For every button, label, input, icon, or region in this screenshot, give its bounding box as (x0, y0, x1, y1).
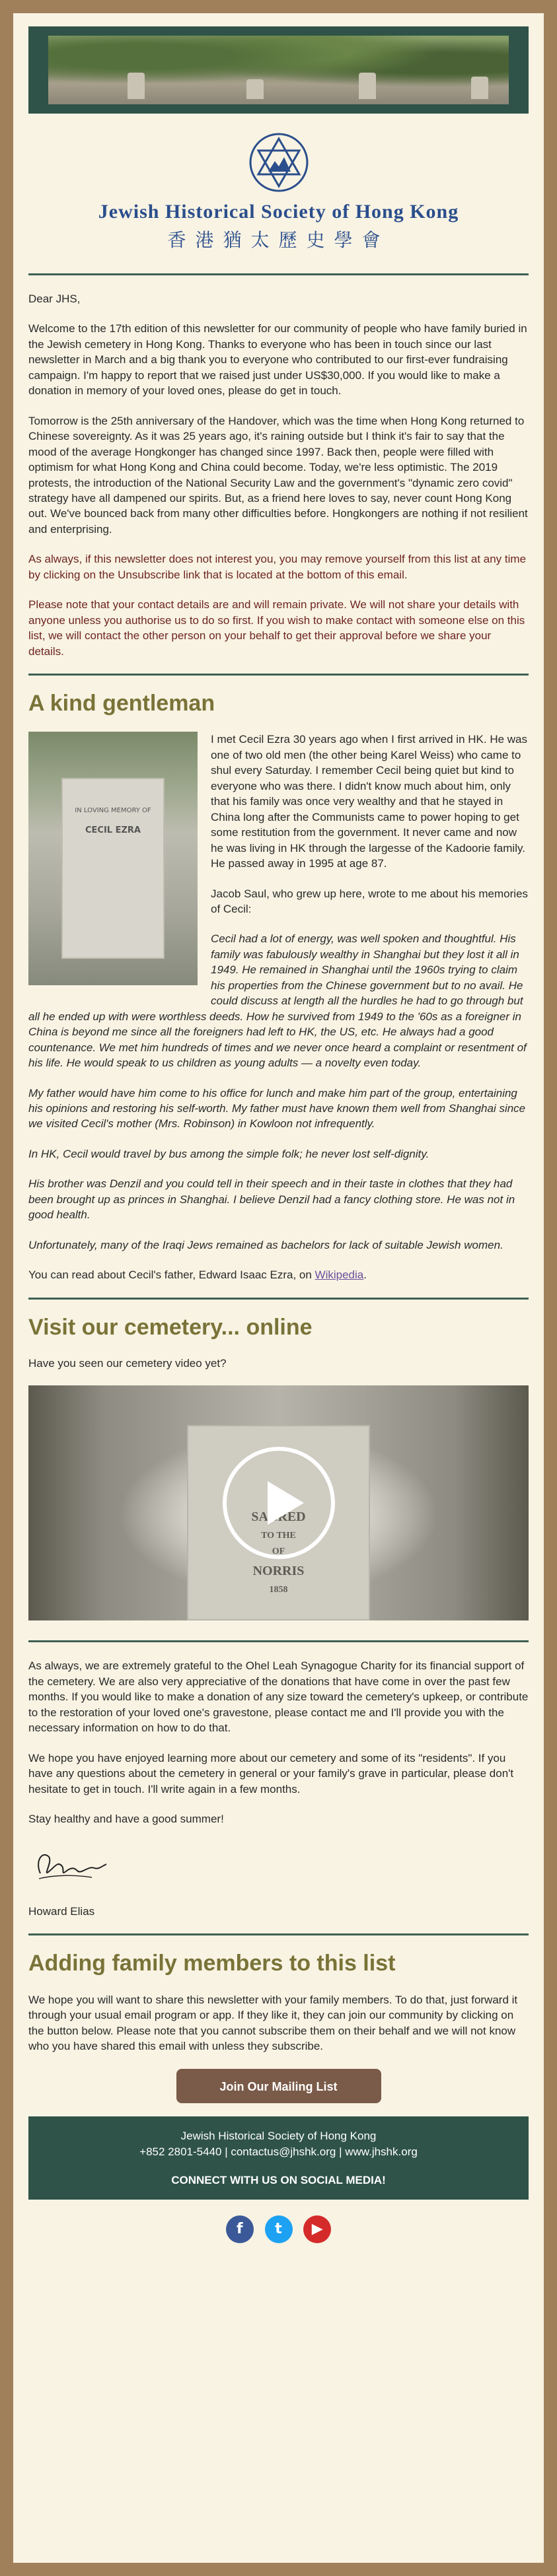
join-mailing-list-button[interactable]: Join Our Mailing List (176, 2069, 381, 2103)
quote-paragraph (28, 1237, 529, 1253)
family-heading: Adding family members to this list (28, 1951, 396, 1976)
article (28, 732, 529, 1282)
cemetery-video[interactable] (28, 1385, 529, 1620)
video-heading: Visit our cemetery... online (28, 1314, 313, 1340)
read-more-text: You can read about Cecil's father, Edward Isaac Ezra, on (28, 1269, 315, 1282)
divider (28, 1298, 529, 1300)
inscription-line: OF (272, 1547, 285, 1557)
play-button-icon[interactable] (223, 1447, 335, 1559)
social-cta: CONNECT WITH US ON SOCIAL MEDIA! (171, 2173, 386, 2186)
unsubscribe-notice: As always, if this newsletter does not interest you, you may remove yourself from this list at any time by clicking on the Unsubscribe link that is located at the bottom of this email. (28, 553, 527, 581)
youtube-icon[interactable]: ▶ (303, 2215, 331, 2243)
signature-name: Howard Elias (28, 1904, 95, 1918)
newsletter-body (28, 26, 529, 2563)
gravestone-inscription (63, 806, 163, 838)
gravestone-shape (359, 73, 376, 99)
society-logo (28, 132, 529, 254)
org-chinese-name: 香港猶太歷史學會 (167, 229, 390, 252)
inscription-line: IN LOVING MEMORY OF (75, 807, 151, 815)
divider (28, 674, 529, 676)
quote-text: Cecil had a lot of energy, was well spoken and thoughtful. His family was fabulously wealthy in Shanghai but they lost it all in 1949. He remained in Shanghai until the 1960s trying to claim his properties from the Chinese government but to no avail. He could discuss at length all the hurdles he had to go through but all he ended up with were worthless deeds. How he survived from 1949 to the '60s as a foreigner in China is beyond me since all the foreigners had left to HK, the US, etc. He always had a good countenance. We met him hundreds of times and we never once heard a complaint or resentment of his life. He would speak to us children as young adults — a novelty even today. (28, 932, 527, 1070)
quote-paragraph (28, 1086, 529, 1132)
inscription-line: 1858 (269, 1585, 288, 1595)
signature-image (28, 1842, 529, 1892)
cemetery-banner-photo (48, 36, 509, 104)
footer-org: Jewish Historical Society of Hong Kong (180, 2129, 377, 2142)
wikipedia-link[interactable]: Wikipedia (315, 1269, 364, 1282)
gravestone-shape (471, 77, 488, 99)
intro-paragraph: Tomorrow is the 25th anniversary of the Handover, which was the time when Hong Kong returned to Chinese sovereignty. As it was 25 years ago, it's raining outside but I think it's fair to say that the mood of the average Hongkonger has changed since 1997. Back then, people were filled with optimism for what Hong Kong and China could become. Today, we're less optimistic. The 2019 protests, the introduction of the National Security Law and the government's "dynamic zero covid" strategy have all dampened our spirits. But, as a friend here loves to say, never count Hong Kong out. We've bounced back from many other difficulties before. Hongkongers are nothing if not resilient and enterprising. (28, 414, 528, 536)
twitter-icon[interactable]: t (265, 2215, 293, 2243)
quote-text: In HK, Cecil would travel by bus among the simple folk; he never lost self-dignity. (28, 1147, 429, 1160)
header-banner (28, 26, 529, 114)
divider (28, 1640, 529, 1642)
read-more-end: . (363, 1269, 367, 1282)
inscription-line: SACRED (251, 1510, 306, 1525)
footer (28, 2116, 529, 2200)
play-triangle-icon (268, 1481, 304, 1525)
handwritten-signature (28, 1842, 114, 1888)
video-intro: Have you seen our cemetery video yet? (28, 1357, 227, 1370)
quote-text: His brother was Denzil and you could tell in their speech and in their taste in clothes that they had been brought up as princes in Shanghai. I believe Denzil had a fancy clothing store. He was not in good health. (28, 1177, 515, 1222)
inscription-name: CECIL EZRA (85, 825, 141, 836)
quote-text: Unfortunately, many of the Iraqi Jews remained as bachelors for lack of suitable Jewish women. (28, 1238, 503, 1251)
facebook-icon[interactable]: f (226, 2215, 254, 2243)
star-of-david-icon (248, 132, 309, 193)
org-name: Jewish Historical Society of Hong Kong (98, 201, 459, 223)
intro-paragraph: Welcome to the 17th edition of this newsletter for our community of people who have family buried in the Jewish cemetery in Hong Kong. Thanks to everyone who has been in touch since our last newsletter in March and a big thank you to everyone who contributed to our first-ever fundraising campaign. I'm happy to report that we raised just under US$30,000. If you would like to make a donation in memory of your loved ones, please do get in touch. (28, 322, 527, 398)
closing-paragraph: As always, we are extremely grateful to the Ohel Leah Synagogue Charity for its financial support of the cemetery. We are also very appreciative of the donations that have come in over the past few months. If you would like to make a donation of any size toward the cemetery's upkeep, or contribute to the restoration of your loved one's gravestone, please contact me and I'll provide you with the necessary information on how to do that. (28, 1659, 529, 1735)
divider (28, 273, 529, 275)
read-more (28, 1267, 529, 1282)
quote-paragraph (28, 1176, 529, 1222)
privacy-notice: Please note that your contact details are and will remain private. We will not share your details with anyone unless you authorise us to do so first. If you wish to make contact with someone else on this list, we will contact the other person on your behalf to get their approval before we share your details. (28, 598, 525, 658)
quote-paragraph (28, 1146, 529, 1162)
article-paragraph: I met Cecil Ezra 30 years ago when I first arrived in HK. He was one of two old men (the other being Karel Weiss) who came to shul every Saturday. I remember Cecil being quiet but kind to everyone who was there. I didn't know much about him, only that his family was once very wealthy and that he stayed in China long after the Communists came to power hoping to get some restitution from the government. It never came and now he was living in HK through the largesse of the Kadoorie family. He passed away in 1995 at age 87. (211, 733, 528, 870)
article-paragraph: Jacob Saul, who grew up here, wrote to me about his memories of Cecil: (211, 887, 529, 915)
inscription-line: TO THE (261, 1531, 296, 1541)
greeting: Dear JHS, (28, 293, 81, 306)
gravestone (61, 778, 165, 959)
divider (28, 1933, 529, 1935)
gravestone-shape (128, 73, 145, 99)
footer-contact: +852 2801-5440 | contactus@jhshk.org | www.jhshk.org (139, 2145, 418, 2159)
family-paragraph: We hope you will want to share this newsletter with your family members. To do that, just forward it through your usual email program or app. If they like it, they can join our community by clicking on the button below. Please note that you cannot subscribe them on their behalf and we will not know who you have shared this email with unless they subscribe. (28, 1993, 518, 2053)
inscription-line: NORRIS (252, 1564, 305, 1579)
closing-paragraph: Stay healthy and have a good summer! (28, 1813, 224, 1826)
closing-paragraph: We hope you have enjoyed learning more about our cemetery and some of its "residents". If you have any questions about the cemetery in general or your family's grave in particular, please don't hesitate to get in touch. I'll write again in a few months. (28, 1751, 514, 1795)
gravestone-shape (246, 79, 264, 99)
quote-text: My father would have him come to his office for lunch and make him part of the group, entertaining his opinions and restoring his self-worth. My father must have known them well from Shanghai since we visited Cecil's mother (Mrs. Robinson) in Kowloon not infrequently. (28, 1086, 526, 1131)
article-heading: A kind gentleman (28, 691, 215, 716)
newsletter-container (13, 13, 544, 2563)
gravestone-photo (28, 732, 198, 985)
social-links (28, 2200, 529, 2259)
